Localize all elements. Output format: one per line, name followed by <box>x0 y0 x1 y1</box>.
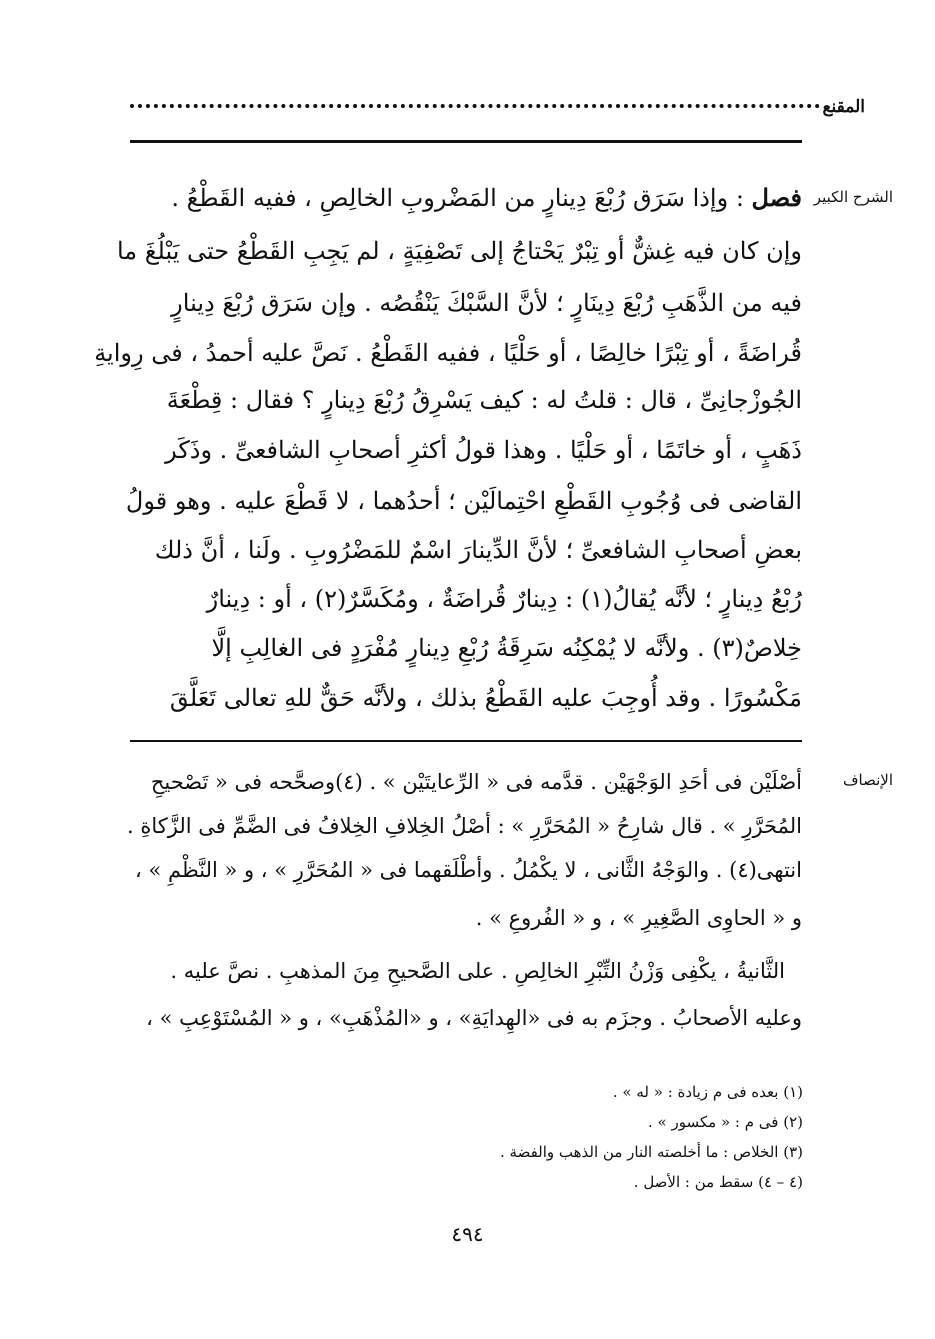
section-heading-fasl: فصل <box>751 183 802 212</box>
header-dotted-rule <box>130 104 820 108</box>
main-text-line: خِلاصٌ(٣) . ولأنَّه لا يُمْكِنُه سَرِقَةُ رُبْعِ دِينارٍ مُفْرَدٍ فى الغالِبِ إلَّا <box>211 634 802 662</box>
header-rule <box>130 140 802 143</box>
insaf-text-line: وعليه الأصحابُ . وجزَم به فى «الهِدايَةِ» ، و «المُذْهَبِ» ، و « المُسْتَوْعِبِ » ، <box>146 1006 802 1030</box>
insaf-text-line: المُحَرَّرِ » . قال شارِحُ « المُحَرَّرِ » : أصْلُ الخِلافِ الخِلافُ فى الضَّمِّ فى الزَّكاةِ . <box>127 814 802 838</box>
main-text-line: قُراضَةً ، أو تِبْرًا خالِصًا ، أو حَلْيًا ، ففيه القَطْعُ . نَصَّ عليه أحمدُ ، فى رِوايةِ <box>94 339 802 367</box>
main-text-line: ذَهَبٍ ، أو خاتَمًا ، أو حَلْيًا . وهذا قولُ أكثرِ أصحابِ الشافعىِّ . وذَكَر <box>165 436 802 464</box>
side-label-insaf: الإنصاف <box>842 771 893 789</box>
main-text-line: القاضى فى وُجُوبِ القَطْعِ احْتِمالَيْن ؛ أحدُهما ، لا قَطْعَ عليه . وهو قولُ <box>125 487 802 515</box>
main-text-line-rest: : وإذا سَرَق رُبْعَ دِينارٍ من المَضْروبِ الخالِصِ ، ففيه القَطْعُ . <box>171 184 752 212</box>
main-text-line: رُبْعُ دِينارٍ ؛ لأنَّه يُقالُ(١) : دِينارٌ قُراضَةٌ ، ومُكَسَّرٌ(٢) ، أو : دِينارٌ <box>206 585 802 613</box>
insaf-text-line: انتهى(٤) . والوَجْهُ الثَّانى ، لا يكْمُلُ . وأطْلَقهما فى « المُحَرَّرِ » ، و « النَّظْمِ » ، <box>135 858 802 882</box>
insaf-text-line: أصْلَيْن فى أحَدِ الوَجْهَيْن . قدَّمه فى « الرِّعايتَيْن » . (٤)وصحَّحه فى « تَصْحيحِ <box>150 770 802 794</box>
footnote: (٣) الخلاص : ما أخلصته النار من الذهب والفضة . <box>499 1143 803 1161</box>
section-divider <box>130 740 802 742</box>
footnote: (١) بعده فى م زيادة : « له » . <box>612 1083 803 1101</box>
main-text-line: وإن كان فيه غِشٌّ أو تِبْرٌ يَحْتاجُ إلى تَصْفِيَةٍ ، لم يَجِبِ القَطْعُ حتى يَبْلُغَ ما <box>116 237 802 265</box>
main-text-line: فيه من الذَّهَبِ رُبْعَ دِينَارٍ ؛ لأنَّ السَّبْكَ يَنْقُصُه . وإن سَرَق رُبْعَ دِينارٍ <box>171 289 802 317</box>
main-text-line <box>171 183 802 213</box>
main-text-line: الجُوزْجانِىِّ ، قال : قلتُ له : كيف يَسْرِقُ رُبْعَ دِينارٍ ؟ فقال : قِطْعَةَ <box>166 386 802 414</box>
side-label-sharh: الشرح الكبير <box>813 188 893 206</box>
insaf-text-line: و « الحاوِى الصَّغِيرِ » ، و « الفُروعِ » . <box>475 906 802 930</box>
main-text-line: بعضِ أصحابِ الشافعىِّ ؛ لأنَّ الدِّينارَ اسْمٌ للمَضْرُوبِ . ولَنا ، أنَّ ذلك <box>154 536 802 564</box>
footnote: (٢) فى م : « مكسور » . <box>648 1113 803 1131</box>
main-text-line: مَكْسُورًا . وقد أُوجِبَ عليه القَطْعُ بذلك ، ولأنَّه حَقٌّ للهِ تعالى تَعَلَّقَ <box>169 684 802 712</box>
footnote: (٤ – ٤) سقط من : الأصل . <box>633 1173 803 1191</box>
book-title: المقنع <box>822 97 865 117</box>
insaf-text-line: الثَّانيةُ ، يكْفِى وَزْنُ التِّبْرِ الخالِصِ . على الصَّحيحِ مِنَ المذهبِ . نصَّ عليه . <box>170 959 785 983</box>
page-number: ٤٩٤ <box>451 1222 484 1246</box>
